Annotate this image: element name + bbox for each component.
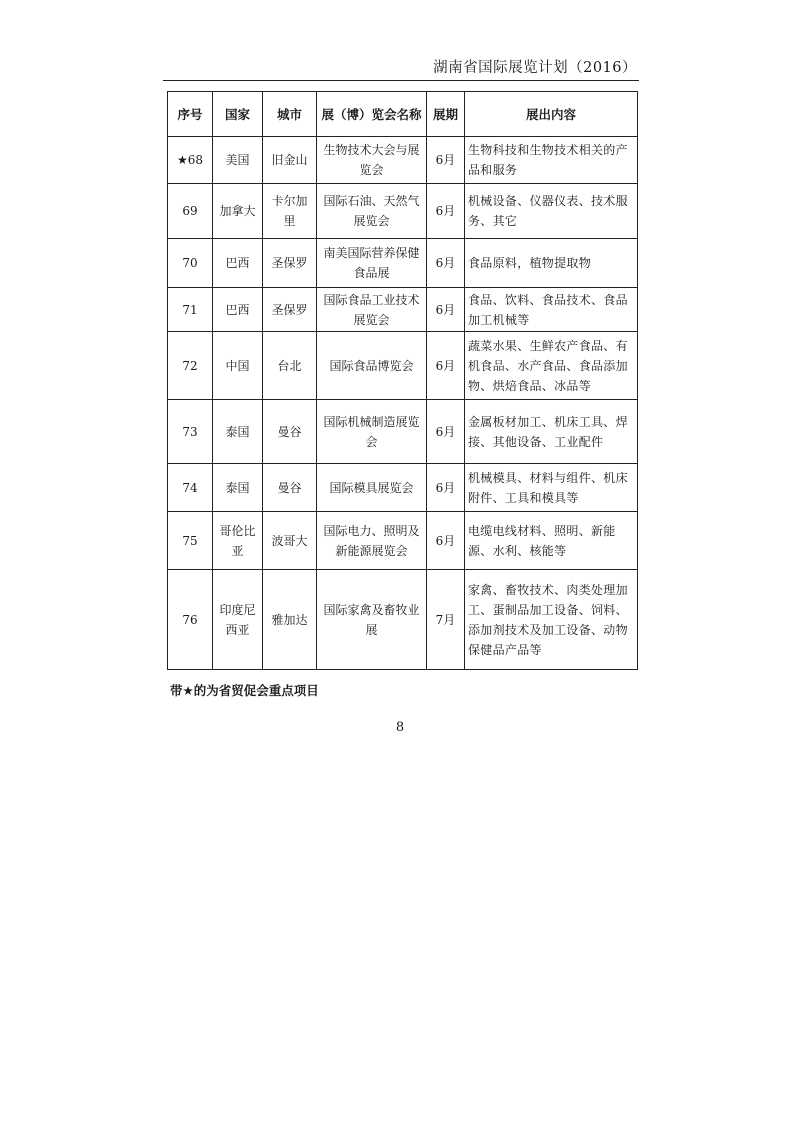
cell-country: 美国: [213, 137, 263, 184]
cell-city: 圣保罗: [263, 239, 317, 288]
cell-exhibition-name: 国际机械制造展览会: [317, 400, 427, 464]
table-row: [168, 332, 638, 400]
cell-period: 6月: [427, 512, 465, 570]
cell-country: 泰国: [213, 464, 263, 512]
table-row: [168, 400, 638, 464]
cell-index: 76: [168, 570, 213, 670]
table-row: [168, 137, 638, 184]
cell-period: 6月: [427, 137, 465, 184]
cell-index: 73: [168, 400, 213, 464]
cell-content: 蔬菜水果、生鲜农产食品、有机食品、水产食品、食品添加物、烘焙食品、冰品等: [465, 332, 638, 400]
exhibition-table: [167, 91, 638, 670]
column-header: 展（博）览会名称: [317, 92, 427, 137]
cell-index: 72: [168, 332, 213, 400]
cell-exhibition-name: 国际食品博览会: [317, 332, 427, 400]
column-header: 城市: [263, 92, 317, 137]
cell-index: 74: [168, 464, 213, 512]
cell-period: 6月: [427, 400, 465, 464]
cell-index: 70: [168, 239, 213, 288]
table-header-row: [168, 92, 638, 137]
page-number: 8: [395, 720, 405, 735]
cell-index: 69: [168, 184, 213, 239]
cell-country: 巴西: [213, 239, 263, 288]
cell-country: 哥伦比亚: [213, 512, 263, 570]
cell-content: 机械设备、仪器仪表、技术服务、其它: [465, 184, 638, 239]
cell-country: 加拿大: [213, 184, 263, 239]
cell-index: ★68: [168, 137, 213, 184]
cell-period: 7月: [427, 570, 465, 670]
cell-index: 75: [168, 512, 213, 570]
cell-period: 6月: [427, 184, 465, 239]
cell-content: 机械模具、材料与组件、机床附件、工具和模具等: [465, 464, 638, 512]
cell-city: 雅加达: [263, 570, 317, 670]
cell-city: 波哥大: [263, 512, 317, 570]
cell-city: 曼谷: [263, 400, 317, 464]
page-header: [163, 56, 639, 81]
cell-exhibition-name: 生物技术大会与展览会: [317, 137, 427, 184]
cell-city: 台北: [263, 332, 317, 400]
cell-content: 家禽、畜牧技术、肉类处理加工、蛋制品加工设备、饲料、添加剂技术及加工设备、动物保健品产品等: [465, 570, 638, 670]
cell-content: 食品、饮料、食品技术、食品加工机械等: [465, 288, 638, 332]
column-header: 展出内容: [465, 92, 638, 137]
cell-content: 电缆电线材料、照明、新能源、水利、核能等: [465, 512, 638, 570]
cell-index: 71: [168, 288, 213, 332]
cell-country: 中国: [213, 332, 263, 400]
column-header: 国家: [213, 92, 263, 137]
cell-country: 巴西: [213, 288, 263, 332]
cell-period: 6月: [427, 288, 465, 332]
cell-city: 卡尔加里: [263, 184, 317, 239]
page-header-title: 湖南省国际展览计划（2016）: [433, 60, 637, 76]
cell-exhibition-name: 国际模具展览会: [317, 464, 427, 512]
cell-exhibition-name: 国际家禽及畜牧业展: [317, 570, 427, 670]
table-row: [168, 512, 638, 570]
cell-exhibition-name: 国际食品工业技术展览会: [317, 288, 427, 332]
table-row: [168, 288, 638, 332]
cell-country: 印度尼西亚: [213, 570, 263, 670]
cell-content: 生物科技和生物技术相关的产品和服务: [465, 137, 638, 184]
table-row: [168, 184, 638, 239]
cell-city: 旧金山: [263, 137, 317, 184]
cell-content: 食品原料，植物提取物: [465, 239, 638, 288]
table-row: [168, 570, 638, 670]
column-header: 序号: [168, 92, 213, 137]
table-row: [168, 239, 638, 288]
table-row: [168, 464, 638, 512]
cell-exhibition-name: 国际电力、照明及新能源展览会: [317, 512, 427, 570]
cell-exhibition-name: 国际石油、天然气展览会: [317, 184, 427, 239]
cell-exhibition-name: 南美国际营养保健食品展: [317, 239, 427, 288]
cell-city: 曼谷: [263, 464, 317, 512]
cell-country: 泰国: [213, 400, 263, 464]
cell-period: 6月: [427, 239, 465, 288]
column-header: 展期: [427, 92, 465, 137]
cell-content: 金属板材加工、机床工具、焊接、其他设备、工业配件: [465, 400, 638, 464]
table-footnote: 带★的为省贸促会重点项目: [170, 683, 319, 698]
cell-city: 圣保罗: [263, 288, 317, 332]
cell-period: 6月: [427, 464, 465, 512]
cell-period: 6月: [427, 332, 465, 400]
